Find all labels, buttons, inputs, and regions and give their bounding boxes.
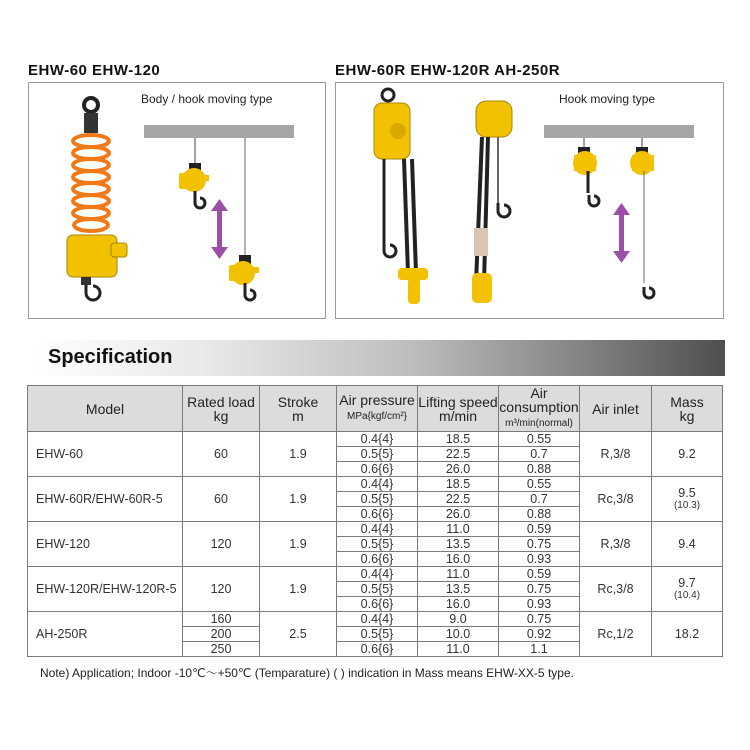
mass-sub-value: (10.4) xyxy=(673,590,701,601)
consumption-cell: 0.88 xyxy=(499,462,580,477)
mass-sub-value: (10.3) xyxy=(673,500,701,511)
stroke-cell: 1.9 xyxy=(260,567,337,612)
table-header-row xyxy=(28,386,723,432)
table-body xyxy=(28,432,723,657)
rated-load-cell: 200 xyxy=(183,627,260,642)
pressure-cell: 0.4{4} xyxy=(337,522,418,537)
speed-cell: 13.5 xyxy=(418,582,499,597)
table-row xyxy=(28,522,723,537)
stroke-cell: 1.9 xyxy=(260,477,337,522)
consumption-cell: 0.75 xyxy=(499,612,580,627)
hoist-upper-icon xyxy=(179,163,209,208)
left-section-title: EHW-60 EHW-120 xyxy=(28,62,161,79)
right-panel-caption: Hook moving type xyxy=(559,92,656,106)
ehw-60-hoist-photo xyxy=(67,98,127,300)
pressure-cell: 0.4{4} xyxy=(337,432,418,447)
table-row xyxy=(28,567,723,582)
hoist-left-icon xyxy=(573,147,599,206)
stroke-arrow-icon xyxy=(211,199,228,259)
speed-cell: 18.5 xyxy=(418,432,499,447)
col-header-lifting-speed: Lifting speed m/min xyxy=(418,386,499,432)
consumption-cell: 0.88 xyxy=(499,507,580,522)
right-section-title: EHW-60R EHW-120R AH-250R xyxy=(335,62,561,79)
rated-load-cell: 120 xyxy=(183,522,260,567)
model-cell: AH-250R xyxy=(28,612,183,657)
stroke-cell: 1.9 xyxy=(260,522,337,567)
speed-cell: 26.0 xyxy=(418,462,499,477)
col-header-air-consumption: Air consumption m³/min(normal) xyxy=(499,386,580,432)
ah-250r-hoist-photo xyxy=(472,101,512,303)
speed-cell: 9.0 xyxy=(418,612,499,627)
left-panel-caption: Body / hook moving type xyxy=(141,92,273,106)
rated-load-cell: 60 xyxy=(183,432,260,477)
consumption-cell: 0.55 xyxy=(499,477,580,492)
stroke-cell: 1.9 xyxy=(260,432,337,477)
right-image-panel xyxy=(335,82,724,319)
pressure-cell: 0.5{5} xyxy=(337,627,418,642)
speed-cell: 10.0 xyxy=(418,627,499,642)
inlet-cell: Rc,3/8 xyxy=(580,477,652,522)
pressure-cell: 0.5{5} xyxy=(337,447,418,462)
mass-cell: 9.4 xyxy=(652,522,723,567)
hoist-right-icon xyxy=(630,147,654,298)
col-header-air-pressure: Air pressure MPa{kgf/cm²} xyxy=(337,386,418,432)
specification-title: Specification xyxy=(48,346,173,368)
pressure-cell: 0.6{6} xyxy=(337,507,418,522)
model-cell: EHW-120 xyxy=(28,522,183,567)
mass-cell: 9.5 (10.3) xyxy=(652,477,723,522)
inlet-cell: R,3/8 xyxy=(580,432,652,477)
col-header-model: Model xyxy=(28,386,183,432)
pressure-cell: 0.4{4} xyxy=(337,612,418,627)
pressure-cell: 0.6{6} xyxy=(337,462,418,477)
mass-cell: 18.2 xyxy=(652,612,723,657)
speed-cell: 22.5 xyxy=(418,492,499,507)
stroke-arrow-icon xyxy=(613,203,630,263)
inlet-cell: Rc,1/2 xyxy=(580,612,652,657)
consumption-cell: 1.1 xyxy=(499,642,580,657)
speed-cell: 18.5 xyxy=(418,477,499,492)
footnote: Note) Application; Indoor -10℃～+50℃ (Temparature) ( ) indication in Mass means EHW-XX-5 type. xyxy=(40,666,574,680)
speed-cell: 11.0 xyxy=(418,567,499,582)
col-header-air-inlet: Air inlet xyxy=(580,386,652,432)
pressure-cell: 0.5{5} xyxy=(337,492,418,507)
speed-cell: 11.0 xyxy=(418,522,499,537)
inlet-cell: R,3/8 xyxy=(580,522,652,567)
consumption-cell: 0.92 xyxy=(499,627,580,642)
speed-cell: 22.5 xyxy=(418,447,499,462)
stroke-cell: 2.5 xyxy=(260,612,337,657)
pressure-cell: 0.6{6} xyxy=(337,552,418,567)
pressure-cell: 0.4{4} xyxy=(337,477,418,492)
speed-cell: 16.0 xyxy=(418,552,499,567)
consumption-cell: 0.7 xyxy=(499,492,580,507)
specification-header-bar xyxy=(30,340,725,376)
table-row xyxy=(28,432,723,447)
model-cell: EHW-60 xyxy=(28,432,183,477)
consumption-cell: 0.59 xyxy=(499,567,580,582)
col-header-mass: Mass kg xyxy=(652,386,723,432)
col-header-stroke: Stroke m xyxy=(260,386,337,432)
body-hook-moving-illustration xyxy=(29,83,325,318)
consumption-cell: 0.59 xyxy=(499,522,580,537)
hoist-lower-icon xyxy=(229,255,259,300)
rated-load-cell: 160 xyxy=(183,612,260,627)
ehw-60r-hoist-photo xyxy=(374,89,428,304)
speed-cell: 16.0 xyxy=(418,597,499,612)
table-row xyxy=(28,477,723,492)
consumption-cell: 0.75 xyxy=(499,582,580,597)
consumption-cell: 0.93 xyxy=(499,597,580,612)
speed-cell: 13.5 xyxy=(418,537,499,552)
left-image-panel xyxy=(28,82,326,319)
pressure-cell: 0.6{6} xyxy=(337,642,418,657)
rated-load-cell: 120 xyxy=(183,567,260,612)
consumption-cell: 0.7 xyxy=(499,447,580,462)
speed-cell: 11.0 xyxy=(418,642,499,657)
consumption-cell: 0.55 xyxy=(499,432,580,447)
specification-table xyxy=(27,385,723,657)
rated-load-cell: 250 xyxy=(183,642,260,657)
speed-cell: 26.0 xyxy=(418,507,499,522)
rated-load-cell: 60 xyxy=(183,477,260,522)
mass-cell: 9.7 (10.4) xyxy=(652,567,723,612)
col-header-rated-load: Rated load kg xyxy=(183,386,260,432)
hook-moving-illustration xyxy=(336,83,723,318)
mass-cell: 9.2 xyxy=(652,432,723,477)
consumption-cell: 0.75 xyxy=(499,537,580,552)
model-cell: EHW-120R/EHW-120R-5 xyxy=(28,567,183,612)
pressure-cell: 0.5{5} xyxy=(337,582,418,597)
pressure-cell: 0.4{4} xyxy=(337,567,418,582)
pressure-cell: 0.5{5} xyxy=(337,537,418,552)
pressure-cell: 0.6{6} xyxy=(337,597,418,612)
model-cell: EHW-60R/EHW-60R-5 xyxy=(28,477,183,522)
table-row xyxy=(28,612,723,627)
inlet-cell: Rc,3/8 xyxy=(580,567,652,612)
consumption-cell: 0.93 xyxy=(499,552,580,567)
